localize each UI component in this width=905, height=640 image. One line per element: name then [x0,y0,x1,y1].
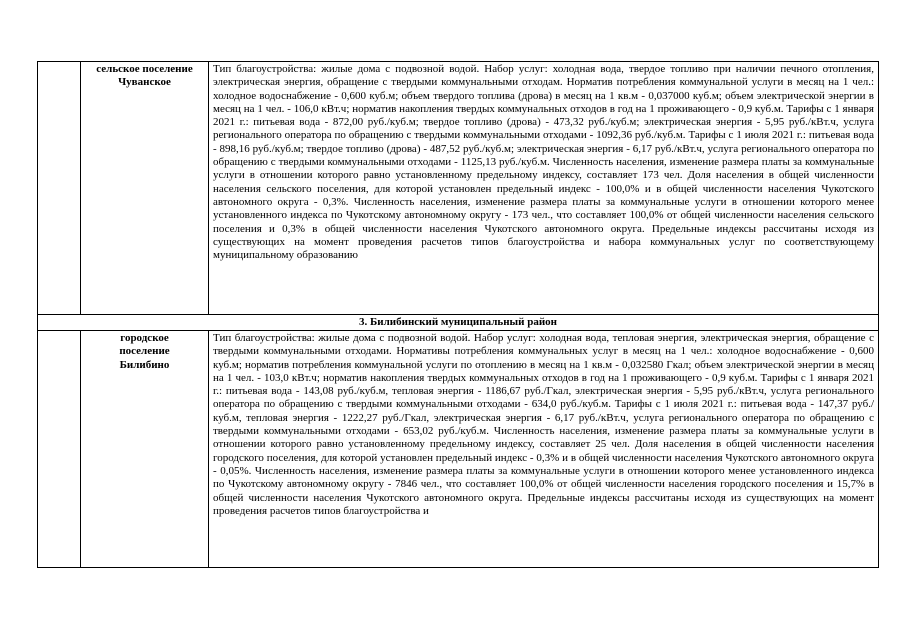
table-row [38,62,879,315]
tariff-table [37,61,879,568]
settlement-name: городское поселение Билибино [81,331,209,568]
settlement-name: сельское поселение Чуванское [81,62,209,315]
settlement-description: Тип благоустройства: жилые дома с подвозной водой. Набор услуг: холодная вода, твердое топливо при наличии печного отопления, электрическая энергия, обращение с твердыми коммунальными отходам. Норматив потребления коммунальной услуги в месяц на 1 чел.: холодное водоснабжение - 0,600 куб.м; объем твердого топлива (дрова) в месяц на 1 кв.м - 0,037000 куб.м; объем электрической энергии в месяц на 1 чел. - 106,0 кВт.ч; норматив накопления твердых коммунальных отходов в год на 1 проживающего - 0,9 куб.м. Тарифы с 1 января 2021 г.: питьевая вода - 872,00 руб./куб.м; твердое топливо (дрова) - 473,32 руб./куб.м; электрическая энергия - 5,95 руб./кВт.ч, услуга регионального оператора по обращению с твердыми коммунальными отходами - 1092,36 руб./куб.м. Тарифы с 1 июля 2021 г.: питьевая вода - 898,16 руб./куб.м; твердое топливо (дрова) - 487,52 руб./куб.м; электрическая энергия - 6,17 руб./кВт.ч, услуга регионального оператора по обращению с твердыми коммунальными отходами - 1125,13 руб./куб.м. Численность населения, изменение размера платы за коммунальные услуги в отношении которого равно установленному предельному индексу, составляет 173 чел. Доля населения в общей численности населения сельского поселения, для которой установлен предельный индекс - 100,0% и в общей численности населения Чукотского автономного округа - 0,3%. Численность населения, изменение размера платы за коммунальные услуги в отношении которого менее установленного индекса по Чукотскому автономному округу - 173 чел., что составляет 100,0% от общей численности населения сельского поселения и 0,3% в общей численности населения Чукотского автономного округа. Предельные индексы рассчитаны исходя из существующих на момент проведения расчетов типов благоустройства и набора коммунальных услуг по соответствующему муниципальному образованию [209,62,879,315]
section-header: 3. Билибинский муниципальный район [38,315,879,331]
section-header-row [38,315,879,331]
table-row [38,331,879,568]
number-cell [38,62,81,315]
number-cell [38,331,81,568]
settlement-description: Тип благоустройства: жилые дома с подвозной водой. Набор услуг: холодная вода, тепловая энергия, электрическая энергия, обращение с твердыми коммунальными отходами. Нормативы потребления коммунальных услуг в месяц на 1 чел.: холодное водоснабжение - 0,600 куб.м; норматив потребления коммунальной услуги по отоплению в месяц на 1 кв.м - 0,032580 Гкал; объем электрической энергии в месяц на 1 чел. - 103,0 кВт.ч; норматив накопления твердых коммунальных отходов в год на 1 проживающего - 0,9 куб.м. Тарифы с 1 января 2021 г.: питьевая вода - 143,08 руб./куб.м, тепловая энергия - 1186,67 руб./Гкал, электрическая энергия - 5,95 руб./кВт.ч, услуга регионального оператора по обращению с твердыми коммунальными отходами - 634,0 руб./куб.м. Тарифы с 1 июля 2021 г.: питьевая вода - 147,37 руб./куб.м, тепловая энергия - 1222,27 руб./Гкал, электрическая энергия - 6,17 руб./кВт.ч, услуга регионального оператора по обращению с твердыми коммунальными отходами - 653,02 руб./куб.м. Численность населения, изменение размера платы за коммунальные услуги в отношении которого равно установленному предельному индексу, составляет 25 чел. Доля населения в общей численности населения городского поселения, для которой установлен предельный индекс - 0,3% и в общей численности населения Чукотского автономного округа - 0,05%. Численность населения, изменение размера платы за коммунальные услуги в отношении которого менее установленного индекса по Чукотскому автономному округу - 7846 чел., что составляет 100,0% от общей численности населения городского поселения и 15,7% в общей численности населения Чукотского автономного округа. Предельные индексы рассчитаны исходя из существующих на момент проведения расчетов типов благоустройства и [209,331,879,568]
